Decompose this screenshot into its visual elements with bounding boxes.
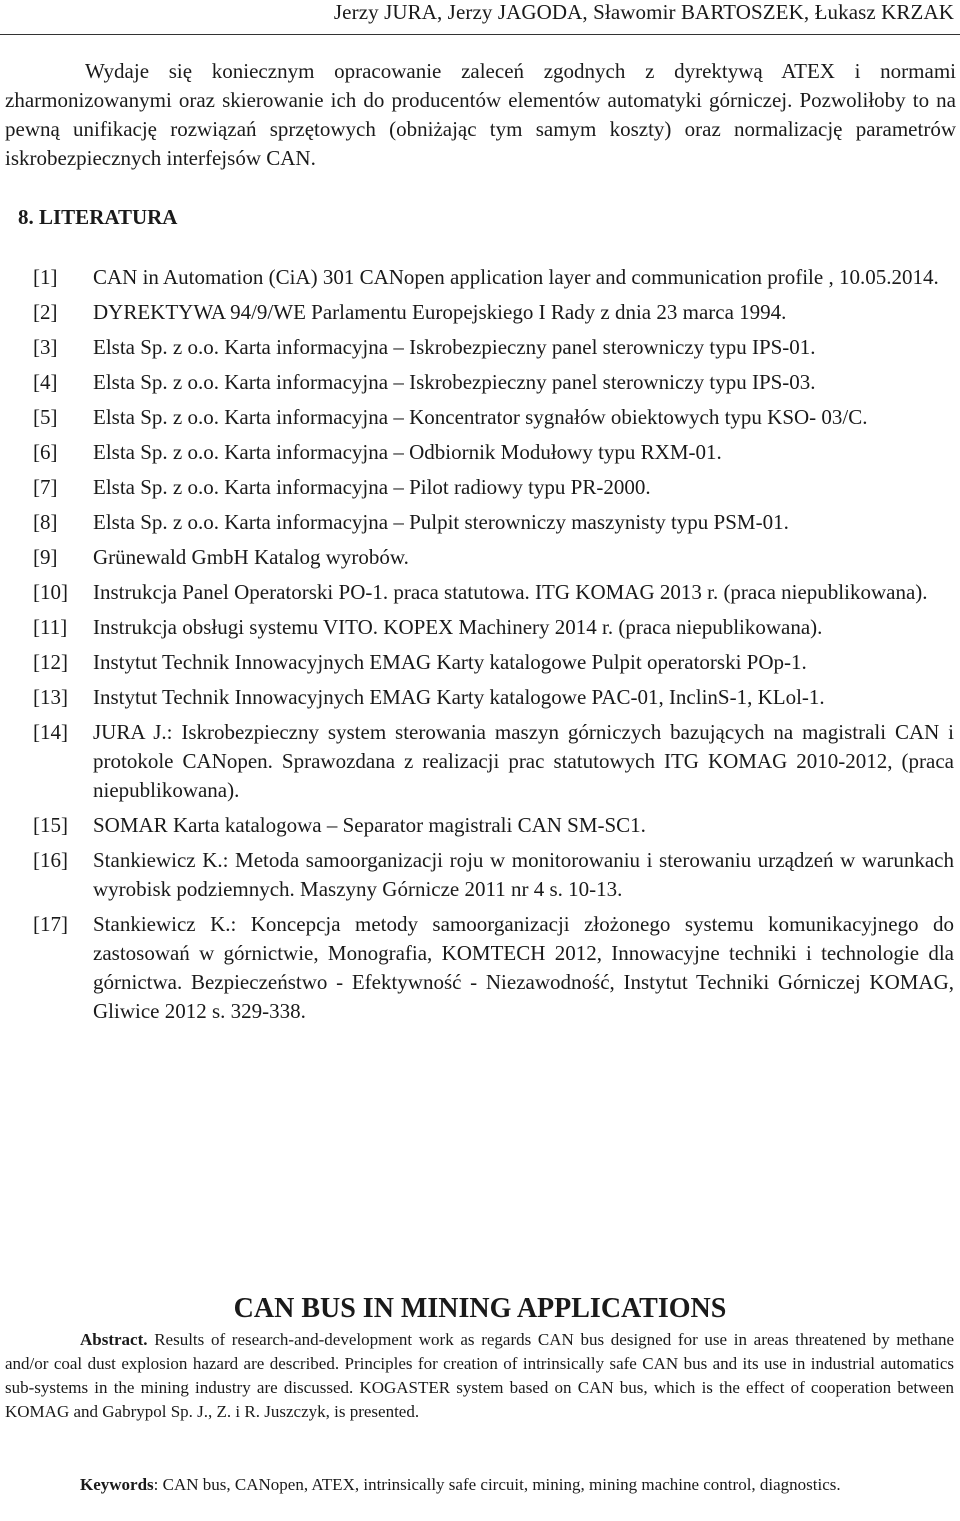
reference-item (33, 333, 954, 362)
reference-item (33, 846, 954, 904)
reference-text: DYREKTYWA 94/9/WE Parlamentu Europejskiego I Rady z dnia 23 marca 1994. (93, 300, 787, 324)
reference-text: Stankiewicz K.: Koncepcja metody samoorganizacji złożonego systemu komunikacyjnego do zastosowań w górnictwie, Monografia, KOMTECH 2012, Innowacyjne techniki i technologie dla górnictwa. Bezpieczeństwo - Efektywność - Niezawodność, Instytut Techniki Górniczej KOMAG, Gliwice 2012 s. 329-338. (93, 912, 954, 1023)
reference-text: Elsta Sp. z o.o. Karta informacyjna – Pulpit sterowniczy maszynisty typu PSM-01. (93, 510, 789, 534)
reference-item (33, 683, 954, 712)
reference-item (33, 648, 954, 677)
abstract-text: Results of research-and-development work as regards CAN bus designed for use in areas threatened by methane and/or coal dust explosion hazard are described. Principles for creation of intrinsically safe CAN bus and its use in industrial automatics sub-systems in the mining industry are discussed. KOGASTER system based on CAN bus, which is the effect of cooperation between KOMAG and Gabrypol Sp. J., Z. i R. Juszczyk, is presented. (5, 1330, 954, 1421)
reference-number: [13] (33, 685, 68, 709)
reference-item (33, 298, 954, 327)
reference-text: Stankiewicz K.: Metoda samoorganizacji roju w monitorowaniu i sterowaniu urządzeń w warunkach wyrobisk podziemnych. Maszyny Górnicze 2011 nr 4 s. 10-13. (93, 848, 954, 901)
reference-item (33, 263, 954, 292)
reference-number: [8] (33, 510, 58, 534)
intro-paragraph: Wydaje się koniecznym opracowanie zaleceń zgodnych z dyrektywą ATEX i normami zharmonizowanymi oraz skierowanie ich do producentów elementów automatyki górniczej. Pozwoliłoby to na pewną unifikację rozwiązań sprzętowych (obniżając tym samym koszty) oraz normalizację parametrów iskrobezpiecznych interfejsów CAN. (5, 59, 956, 170)
reference-number: [11] (33, 615, 68, 639)
reference-number: [1] (33, 265, 58, 289)
reference-item (33, 508, 954, 537)
keywords-paragraph (5, 1473, 954, 1497)
reference-list (33, 263, 954, 1026)
reference-item (33, 438, 954, 467)
reference-item (33, 578, 954, 607)
reference-number: [15] (33, 813, 68, 837)
reference-text: Elsta Sp. z o.o. Karta informacyjna – Iskrobezpieczny panel sterowniczy typu IPS-01. (93, 335, 816, 359)
reference-number: [5] (33, 405, 58, 429)
reference-item (33, 718, 954, 805)
reference-item (33, 910, 954, 1026)
reference-item (33, 368, 954, 397)
reference-text: Instrukcja obsługi systemu VITO. KOPEX Machinery 2014 r. (praca niepublikowana). (93, 615, 823, 639)
reference-number: [3] (33, 335, 58, 359)
english-title: CAN BUS IN MINING APPLICATIONS (233, 1293, 727, 1324)
keywords-label: Keywords (80, 1475, 154, 1494)
header-divider (0, 34, 960, 35)
reference-text: Elsta Sp. z o.o. Karta informacyjna – Pilot radiowy typu PR-2000. (93, 475, 651, 499)
reference-number: [14] (33, 720, 68, 744)
reference-text: Instytut Technik Innowacyjnych EMAG Karty katalogowe PAC-01, InclinS-1, KLol-1. (93, 685, 825, 709)
reference-text: Instrukcja Panel Operatorski PO-1. praca statutowa. ITG KOMAG 2013 r. (praca niepublikowana). (93, 580, 928, 604)
reference-item (33, 473, 954, 502)
reference-number: [9] (33, 545, 58, 569)
reference-text: Instytut Technik Innowacyjnych EMAG Karty katalogowe Pulpit operatorski POp-1. (93, 650, 807, 674)
keywords-text: : CAN bus, CANopen, ATEX, intrinsically safe circuit, mining, mining machine control, diagnostics. (153, 1475, 841, 1494)
abstract-paragraph (5, 1328, 954, 1424)
reference-number: [2] (33, 300, 58, 324)
reference-text: Elsta Sp. z o.o. Karta informacyjna – Iskrobezpieczny panel sterowniczy typu IPS-03. (93, 370, 816, 394)
reference-text: SOMAR Karta katalogowa – Separator magistrali CAN SM-SC1. (93, 813, 646, 837)
reference-number: [10] (33, 580, 68, 604)
reference-item (33, 811, 954, 840)
reference-number: [16] (33, 848, 68, 872)
reference-number: [17] (33, 912, 68, 936)
reference-number: [7] (33, 475, 58, 499)
section-title: 8. LITERATURA (18, 205, 178, 229)
reference-number: [4] (33, 370, 58, 394)
reference-item (33, 543, 954, 572)
reference-text: JURA J.: Iskrobezpieczny system sterowania maszyn górniczych bazujących na magistrali CAN i protokole CANopen. Sprawozdana z realizacji prac statutowych ITG KOMAG 2010-2012, (praca niepublikowana). (93, 720, 954, 802)
reference-text: Grünewald GmbH Katalog wyrobów. (93, 545, 409, 569)
reference-number: [12] (33, 650, 68, 674)
running-header: Jerzy JURA, Jerzy JAGODA, Sławomir BARTOSZEK, Łukasz KRZAK (333, 0, 954, 24)
reference-text: CAN in Automation (CiA) 301 CANopen application layer and communication profile , 10.05.2014. (93, 265, 939, 289)
abstract-label: Abstract. (80, 1330, 148, 1349)
reference-item (33, 403, 954, 432)
reference-text: Elsta Sp. z o.o. Karta informacyjna – Odbiornik Modułowy typu RXM-01. (93, 440, 722, 464)
reference-item (33, 613, 954, 642)
reference-text: Elsta Sp. z o.o. Karta informacyjna – Koncentrator sygnałów obiektowych typu KSO- 03/C. (93, 405, 868, 429)
reference-number: [6] (33, 440, 58, 464)
